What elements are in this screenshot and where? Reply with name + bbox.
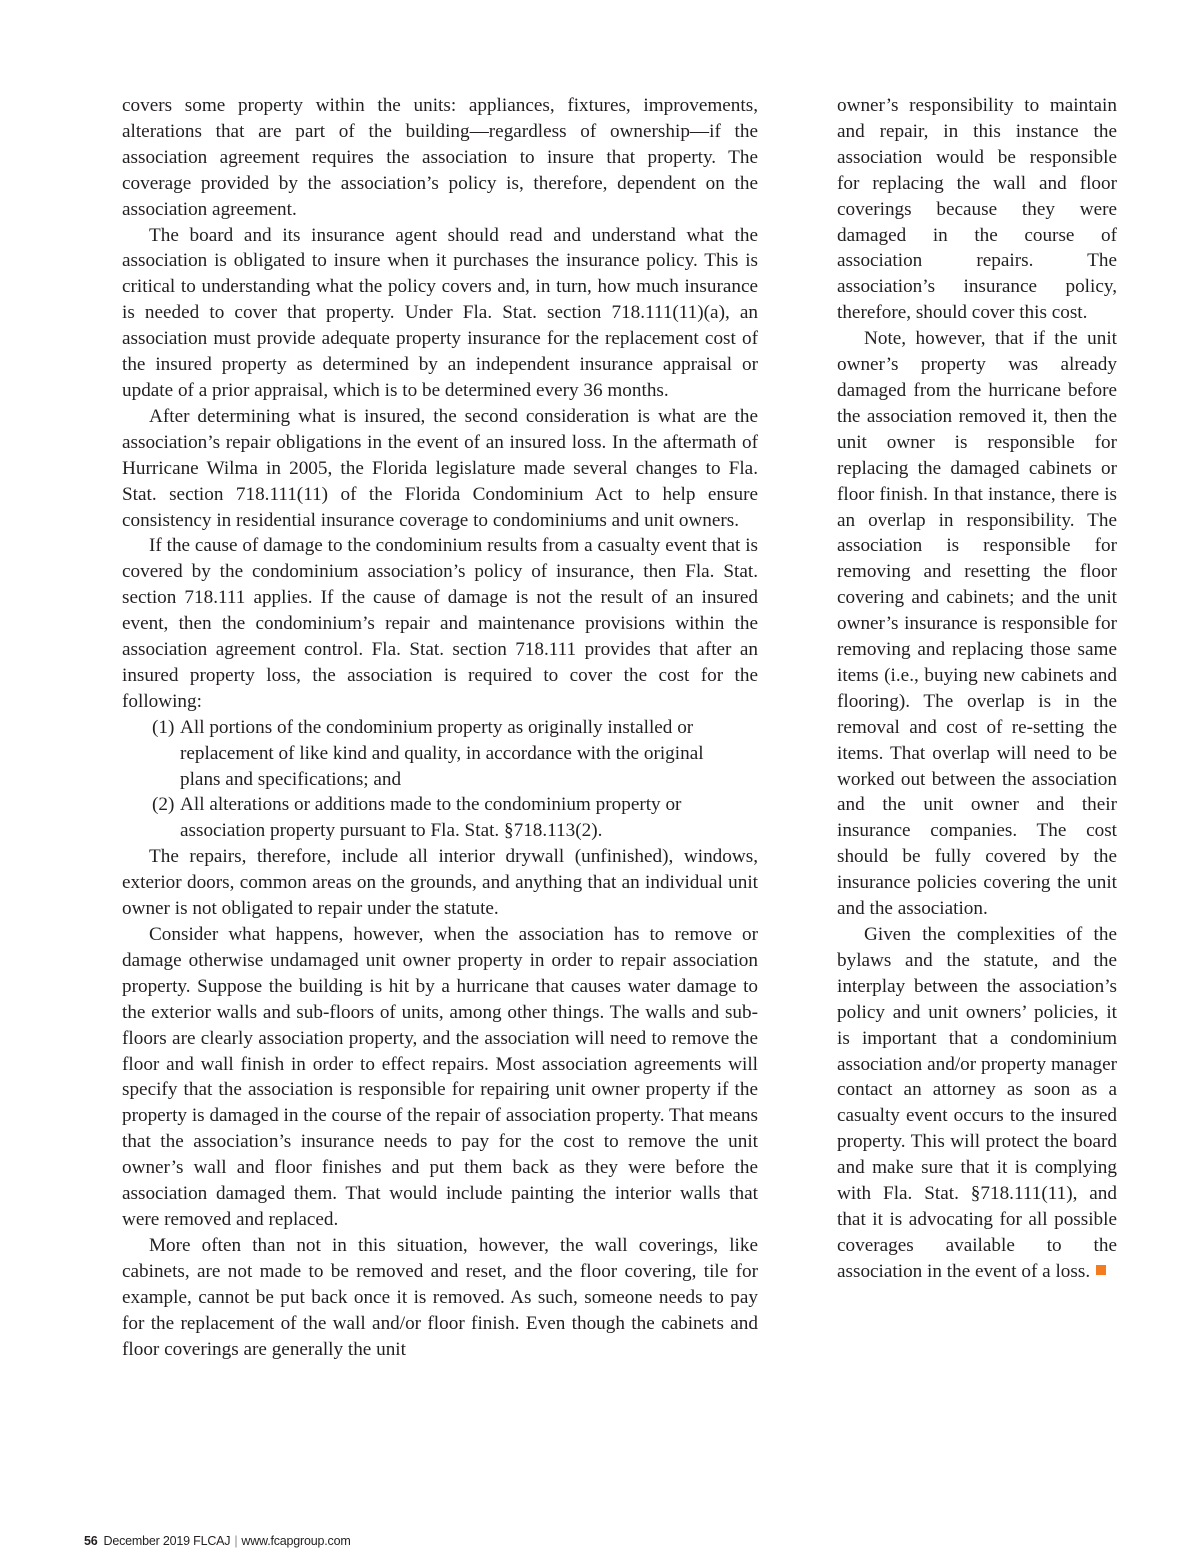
body-paragraph: More often than not in this situation, however, the wall coverings, like cabinets, are not made to be removed and reset, and the floor covering, tile for example, cannot be put back once it is removed. As such, someone needs to pay for the replacement of the wall and/or floor finish. Even though the cabinets and floor coverings are generally the unit: [122, 1234, 758, 1360]
list-item: [122, 715, 758, 793]
closing-paragraph-text: Given the complexities of the bylaws and the statute, and the interplay between the association’s policy and unit owners’ policies, it is important that a condominium association and/or property manager contact an attorney as soon as a casualty event occurs to the insured property. This will protect the board and make sure that it is complying with Fla. Stat. §718.111(11), and that it is advocating for all possible coverages available to the association in the event of a loss.: [837, 924, 1117, 1282]
issue-label: December 2019 FLCAJ: [103, 1534, 231, 1548]
body-paragraph: If the cause of damage to the condominium results from a casualty event that is covered by the condominium association’s policy of insurance, then Fla. Stat. section 718.111 applies. If the cause of damage is not the result of an insured event, then the condominium’s repair and maintenance provisions within the association agreement control. Fla. Stat. section 718.111 provides that after an insured property loss, the association is required to cover the cost for the following:: [122, 535, 758, 712]
closing-paragraph: [837, 922, 1117, 1285]
main-column: [122, 93, 758, 1362]
side-column: [837, 93, 1117, 1285]
body-paragraph: After determining what is insured, the second consideration is what are the association’s repair obligations in the event of an insured loss. In the aftermath of Hurricane Wilma in 2005, the Florida legislature made several changes to Fla. Stat. section 718.111(11) of the Florida Condominium Act to help ensure consistency in residential insurance coverage to condominiums and unit owners.: [122, 405, 758, 531]
website-link[interactable]: www.fcapgroup.com: [241, 1534, 351, 1548]
page-number: 56: [84, 1534, 98, 1548]
body-paragraph: covers some property within the units: appliances, fixtures, improvements, alterations that are part of the building—regardless of ownership—if the association agreement requires the association to insure that property. The coverage provided by the association’s policy is, therefore, dependent on the association agreement.: [122, 95, 758, 220]
footer-separator: |: [234, 1534, 238, 1548]
body-paragraph: Note, however, that if the unit owner’s property was already damaged from the hurricane before the association removed it, then the unit owner is responsible for replacing the damaged cabinets or floor finish. In that instance, there is an overlap in responsibility. The association is responsible for removing and resetting the floor covering and cabinets; and the unit owner’s insurance is responsible for removing and replacing those same items (i.e., buying new cabinets and flooring). The overlap is in the removal and cost of re-setting the items. That overlap will need to be worked out between the association and the unit owner and their insurance companies. The cost should be fully covered by the insurance policies covering the unit and the association.: [837, 328, 1117, 920]
body-paragraph: Consider what happens, however, when the association has to remove or damage otherwise undamaged unit owner property in order to repair association property. Suppose the building is hit by a hurricane that causes water damage to the exterior walls and sub-floors of units, among other things. The walls and sub-floors are clearly association property, and the association will need to remove the floor and wall finish in order to effect repairs. Most association agreements will specify that the association is responsible for repairing unit owner property if the property is damaged in the course of the repair of association property. That means that the association’s insurance needs to pay for the cost to remove the unit owner’s wall and floor finishes and put them back as they were before the association damaged them. That would include painting the interior walls that were removed and replaced.: [122, 924, 758, 1230]
body-paragraph: The repairs, therefore, include all interior drywall (unfinished), windows, exterior doors, common areas on the grounds, and anything that an individual unit owner is not obligated to repair under the statute.: [122, 846, 758, 920]
list-number: (1): [152, 716, 175, 738]
list-item: [122, 792, 758, 844]
body-paragraph: The board and its insurance agent should read and understand what the association is obligated to insure when it purchases the insurance policy. This is critical to understanding what the policy covers and, in turn, how much insurance is needed to cover that property. Under Fla. Stat. section 718.111(11)(a), an association must provide adequate property insurance for the replacement cost of the insured property as determined by an independent insurance appraisal or update of a prior appraisal, which is to be determined every 36 months.: [122, 224, 758, 401]
statute-provisions-list: [122, 715, 758, 845]
list-number: (2): [152, 794, 175, 816]
end-of-article-square-icon: [1096, 1265, 1106, 1275]
body-paragraph: owner’s responsibility to maintain and repair, in this instance the association would be responsible for replacing the wall and floor coverings because they were damaged in the course of association repairs. The association’s insurance policy, therefore, should cover this cost.: [837, 95, 1117, 324]
list-text: All portions of the condominium property as originally installed or replacement of like kind and quality, in accordance with the original plans and specifications; and: [180, 716, 704, 790]
page-footer: [84, 1534, 351, 1548]
list-text: All alterations or additions made to the condominium property or association property pursuant to Fla. Stat. §718.113(2).: [180, 794, 682, 842]
